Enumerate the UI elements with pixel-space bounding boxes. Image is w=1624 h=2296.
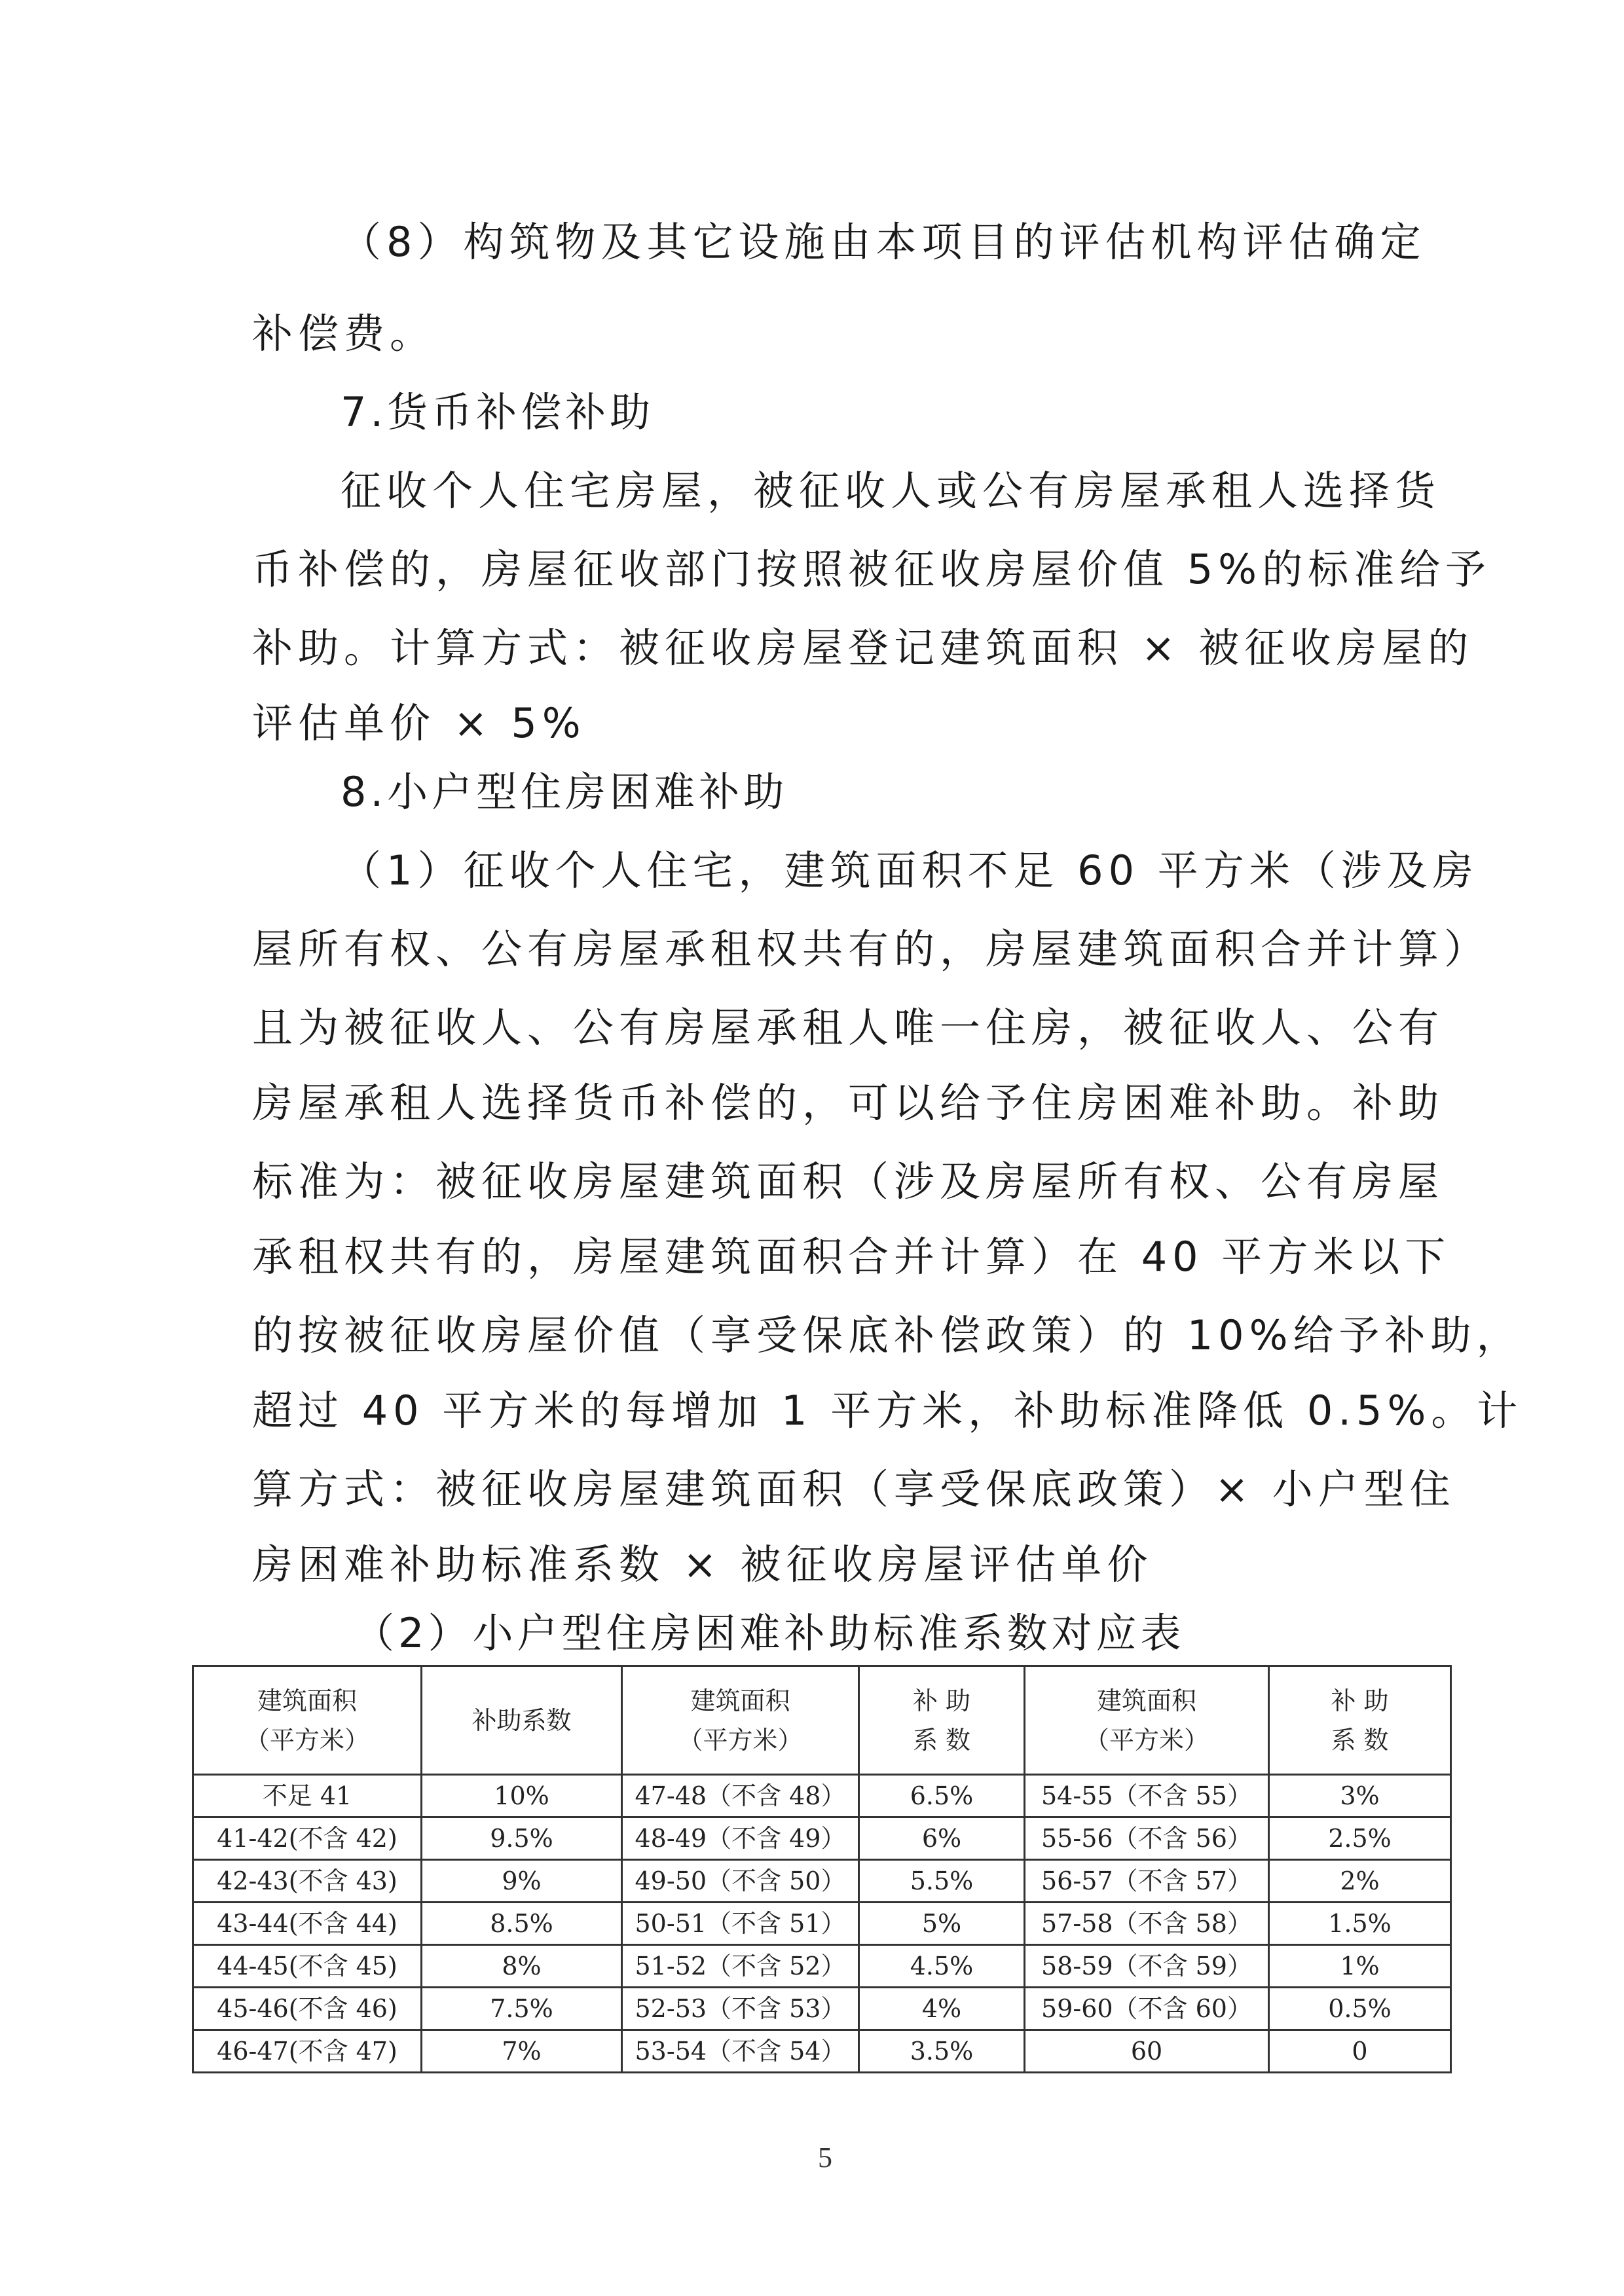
text-line: 征收个人住宅房屋，被征收人或公有房屋承租人选择货 (341, 467, 1441, 515)
table-row (193, 1817, 1451, 1860)
coefficient-cell: 2.5% (1269, 1817, 1451, 1860)
area-range-cell: 41-42(不含 42) (193, 1817, 422, 1860)
table-row (193, 1903, 1451, 1945)
text-line: 承租权共有的，房屋建筑面积合并计算）在 40 平方米以下 (252, 1233, 1451, 1281)
text-line: （1）征收个人住宅，建筑面积不足 60 平方米（涉及房 (341, 847, 1479, 894)
area-range-cell: 44-45(不含 45) (193, 1945, 422, 1988)
text-line: 币补偿的，房屋征收部门按照被征收房屋价值 5%的标准给予 (252, 545, 1492, 593)
table-header-row (193, 1666, 1451, 1775)
table-row (193, 1775, 1451, 1817)
area-range-cell: 55-56（不含 56） (1025, 1817, 1269, 1860)
page-number: 5 (818, 2141, 832, 2174)
text-line: 屋所有权、公有房屋承租权共有的，房屋建筑面积合并计算） (252, 925, 1490, 973)
area-range-cell: 60 (1025, 2030, 1269, 2073)
coefficient-cell: 9.5% (422, 1817, 622, 1860)
area-range-cell: 46-47(不含 47) (193, 2030, 422, 2073)
text-line: 且为被征收人、公有房屋承租人唯一住房，被征收人、公有 (252, 1004, 1445, 1051)
coefficient-cell: 4.5% (859, 1945, 1025, 1988)
coefficient-cell: 10% (422, 1775, 622, 1817)
area-range-cell: 47-48（不含 48） (622, 1775, 859, 1817)
coefficient-cell: 5.5% (859, 1860, 1025, 1903)
table-header-cell: 补 助 系 数 (1269, 1666, 1451, 1775)
area-range-cell: 45-46(不含 46) (193, 1988, 422, 2030)
area-range-cell: 49-50（不含 50） (622, 1860, 859, 1903)
text-line: 房屋承租人选择货币补偿的，可以给予住房困难补助。补助 (252, 1079, 1445, 1127)
coefficient-cell: 8% (422, 1945, 622, 1988)
table-row (193, 1945, 1451, 1988)
area-range-cell: 51-52（不含 52） (622, 1945, 859, 1988)
coefficient-cell: 6% (859, 1817, 1025, 1860)
area-range-cell: 58-59（不含 59） (1025, 1945, 1269, 1988)
text-line: 房困难补助标准系数 × 被征收房屋评估单价 (252, 1540, 1153, 1588)
area-range-cell: 不足 41 (193, 1775, 422, 1817)
coefficient-cell: 5% (859, 1903, 1025, 1945)
area-range-cell: 59-60（不含 60） (1025, 1988, 1269, 2030)
table-header-cell: 补助系数 (422, 1666, 622, 1775)
text-line: 补助。计算方式：被征收房屋登记建筑面积 × 被征收房屋的 (252, 624, 1474, 672)
table-header-cell: 建筑面积 （平方米） (193, 1666, 422, 1775)
table-row (193, 1988, 1451, 2030)
coefficient-cell: 1.5% (1269, 1903, 1451, 1945)
coefficient-cell: 3.5% (859, 2030, 1025, 2073)
area-range-cell: 43-44(不含 44) (193, 1903, 422, 1945)
subsidy-coefficient-table (192, 1665, 1452, 2073)
area-range-cell: 54-55（不含 55） (1025, 1775, 1269, 1817)
area-range-cell: 53-54（不含 54） (622, 2030, 859, 2073)
section-heading-7: 7.货币补偿补助 (341, 388, 655, 436)
text-line: 超过 40 平方米的每增加 1 平方米，补助标准降低 0.5%。计 (252, 1387, 1523, 1434)
area-range-cell: 52-53（不含 53） (622, 1988, 859, 2030)
table-header-cell: 建筑面积 （平方米） (1025, 1666, 1269, 1775)
coefficient-cell: 8.5% (422, 1903, 622, 1945)
table-header-cell: 补 助 系 数 (859, 1666, 1025, 1775)
area-range-cell: 48-49（不含 49） (622, 1817, 859, 1860)
coefficient-cell: 1% (1269, 1945, 1451, 1988)
text-line: 评估单价 × 5% (252, 699, 586, 747)
text-line: 标准为：被征收房屋建筑面积（涉及房屋所有权、公有房屋 (252, 1157, 1445, 1205)
coefficient-cell: 0 (1269, 2030, 1451, 2073)
coefficient-cell: 6.5% (859, 1775, 1025, 1817)
table-row (193, 2030, 1451, 2073)
table-header-cell: 建筑面积 （平方米） (622, 1666, 859, 1775)
table-row (193, 1860, 1451, 1903)
area-range-cell: 56-57（不含 57） (1025, 1860, 1269, 1903)
area-range-cell: 42-43(不含 43) (193, 1860, 422, 1903)
text-line: 算方式：被征收房屋建筑面积（享受保底政策）× 小户型住 (252, 1465, 1456, 1513)
coefficient-cell: 0.5% (1269, 1988, 1451, 2030)
table-body (193, 1775, 1451, 2073)
coefficient-cell: 4% (859, 1988, 1025, 2030)
text-line: 的按被征收房屋价值（享受保底补偿政策）的 10%给予补助， (252, 1311, 1522, 1359)
coefficient-cell: 2% (1269, 1860, 1451, 1903)
area-range-cell: 50-51（不含 51） (622, 1903, 859, 1945)
table-caption: （2）小户型住房困难补助标准系数对应表 (354, 1609, 1185, 1657)
text-line: 补偿费。 (252, 310, 436, 357)
text-line: （8）构筑物及其它设施由本项目的评估机构评估确定 (341, 218, 1426, 266)
coefficient-cell: 3% (1269, 1775, 1451, 1817)
coefficient-cell: 9% (422, 1860, 622, 1903)
section-heading-8: 8.小户型住房困难补助 (341, 768, 788, 816)
area-range-cell: 57-58（不含 58） (1025, 1903, 1269, 1945)
coefficient-cell: 7% (422, 2030, 622, 2073)
coefficient-cell: 7.5% (422, 1988, 622, 2030)
